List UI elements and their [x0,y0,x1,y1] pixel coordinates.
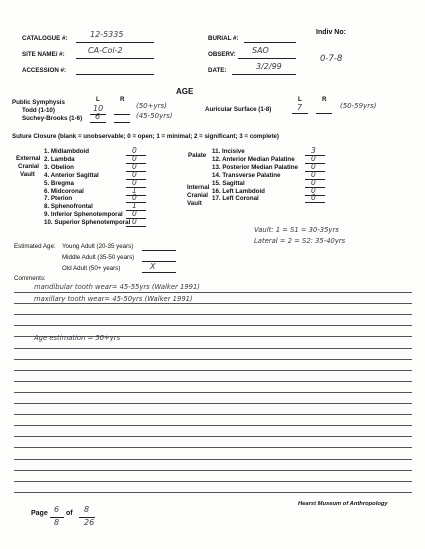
young-adult-label: Young Adult (20-35 years) [62,243,134,250]
col-r-label: R [120,96,125,103]
estimated-age-label: Estimated Age: [14,243,56,250]
comment-rule [14,459,412,460]
vault-label: Vault [20,171,35,178]
suture-value: 0 [311,161,316,171]
public-symphysis-label: Public Symphysis [12,99,65,106]
suture-label: 11. Incisive [212,148,245,155]
suture-label: 13. Posterior Median Palatine [212,163,298,171]
comment-rule [14,425,412,426]
museum-label: Hearst Museum of Anthropology [298,501,388,507]
age-title: AGE [176,87,194,96]
suture-value: 0 [311,169,316,179]
old-adult-label: Old Adult (50+ years) [62,265,121,272]
suchey-note: (45-50yrs) [136,112,173,120]
suture-value: 0 [132,146,137,155]
suture-label: 10. Superior Sphenotemporal [44,219,131,227]
comment-rule [14,414,412,415]
site-label: SITE NAME/ #: [22,51,65,58]
auricular-label: Auricular Surface (1-8) [205,106,272,113]
catalogue-line [76,42,154,43]
suture-value-line [305,202,325,203]
suture-value: 0 [311,185,316,195]
comment-rule [14,303,412,304]
indiv-label: Indiv No: [316,29,346,36]
indiv-value: 0-7-8 [320,54,343,64]
site-line [76,58,154,59]
comments-label: Comments: [14,275,46,282]
suture-value: 1 [132,185,137,195]
comment-rule [14,359,412,360]
suture-value: 0 [132,169,137,179]
page-num-value: 6 [54,505,60,514]
suture-label: 9. Inferior Sphenotemporal [44,211,123,219]
todd-l-value: 10 [93,104,104,113]
comment-rule [14,481,412,482]
comment-rule [14,447,412,448]
comment-line-3: Age estimation = 50+yrs [34,334,121,342]
col-l-label: L [96,96,100,103]
below-page-total: 26 [84,518,95,527]
auricular-note: (50-59yrs) [340,102,377,110]
suture-label: 12. Anterior Median Palatine [212,155,295,163]
observ-line [238,58,296,59]
suture-value: 1 [132,201,137,211]
suchey-r-line [114,122,130,123]
page-total-value: 8 [84,505,90,514]
comment-rule [14,403,412,404]
suture-value: 0 [132,217,137,227]
burial-line [244,42,296,43]
todd-r-line [114,114,130,115]
page-label: Page [31,510,48,517]
comment-line-2: maxillary tooth wear= 45-50yrs (Walker 1991) [34,295,193,303]
observ-label: OBSERV: [208,51,236,58]
auricular-l-value: 7 [297,103,303,112]
comment-rule [14,470,412,471]
burial-label: BURIAL #: [208,35,239,42]
comment-rule [14,325,412,326]
lateral-note: Lateral = 2 = S2: 35-40yrs [254,237,346,245]
auricular-l-line [292,113,308,114]
suture-label: 16. Left Lambdoid [212,187,265,195]
suture-heading: Suture Closure [12,133,57,140]
comment-rule [14,392,412,393]
comment-rule [14,381,412,382]
comment-rule [14,314,412,315]
date-value: 3/2/99 [256,62,282,71]
vault-note: Vault: 1 = S1 = 30-35yrs [254,226,339,234]
suture-label: 2. Lambda [44,155,75,163]
suture-value: 0 [132,161,137,171]
suchey-label: Suchey-Brooks (1-6) [22,115,83,122]
suture-value: 0 [311,153,316,163]
suture-value: 0 [132,177,137,187]
suture-value: 0 [311,193,316,203]
internal-label: Internal [187,184,210,191]
date-line [232,74,296,75]
suture-label: 4. Anterior Sagittal [44,171,99,179]
comment-rule [14,348,412,349]
suture-value: 0 [311,177,316,187]
young-adult-line [142,250,176,251]
todd-label: Todd (1-10) [22,107,55,114]
comment-line-1: mandibular tooth wear= 45-55yrs (Walker 1991) [34,283,200,291]
auricular-r-line [316,113,332,114]
suture-value: 3 [311,146,316,155]
old-adult-line [142,272,176,273]
external-label: External [16,155,41,162]
comment-rule [14,436,412,437]
catalogue-value: 12-5335 [90,30,124,39]
cranial-label: Cranial [18,163,39,170]
observ-value: SAO [252,46,269,55]
todd-note: (50+yrs) [136,102,167,110]
suture-label: 3. Obelion [44,163,74,171]
palate-label: Palate [188,152,207,159]
date-label: DATE: [208,67,227,74]
suture-label: 1. Midlambdoid [44,148,90,155]
aur-col-r-label: R [322,96,327,103]
internal-cranial-label: Cranial [187,192,208,199]
internal-vault-label: Vault [187,200,202,207]
suture-value: 0 [132,153,137,163]
accession-line [76,74,154,75]
accession-label: ACCESSION #: [22,67,67,74]
old-adult-mark: X [150,262,156,271]
middle-adult-line [142,261,176,262]
suture-label: 6. Midcoronal [44,187,84,195]
suture-scale: (blank = unobservable; 0 = open; 1 = minimal; 2 = significant; 3 = complete) [58,133,279,140]
below-page-num: 8 [54,518,60,527]
suture-value: 0 [132,209,137,219]
comment-rule [14,492,412,493]
middle-adult-label: Middle Adult (35-50 years) [62,254,135,261]
suture-label: 14. Transverse Palatine [212,171,281,179]
suture-label: 15. Sagittal [212,179,245,187]
suchey-l-line [90,122,106,123]
comment-rule [14,292,412,293]
suture-value-line [126,226,146,227]
aur-col-l-label: L [298,96,302,103]
suture-value: 0 [132,193,137,203]
of-label: of [66,510,73,517]
suture-label: 7. Pterion [44,195,73,203]
catalogue-label: CATALOGUE #: [22,35,68,42]
suture-label: 17. Left Coronal [212,195,259,203]
suture-label: 5. Bregma [44,179,74,187]
suture-label: 8. Sphenofrontal [44,203,93,211]
site-value: CA-Col-2 [88,46,123,55]
suchey-l-value: 6 [95,112,101,121]
comment-rule [14,370,412,371]
